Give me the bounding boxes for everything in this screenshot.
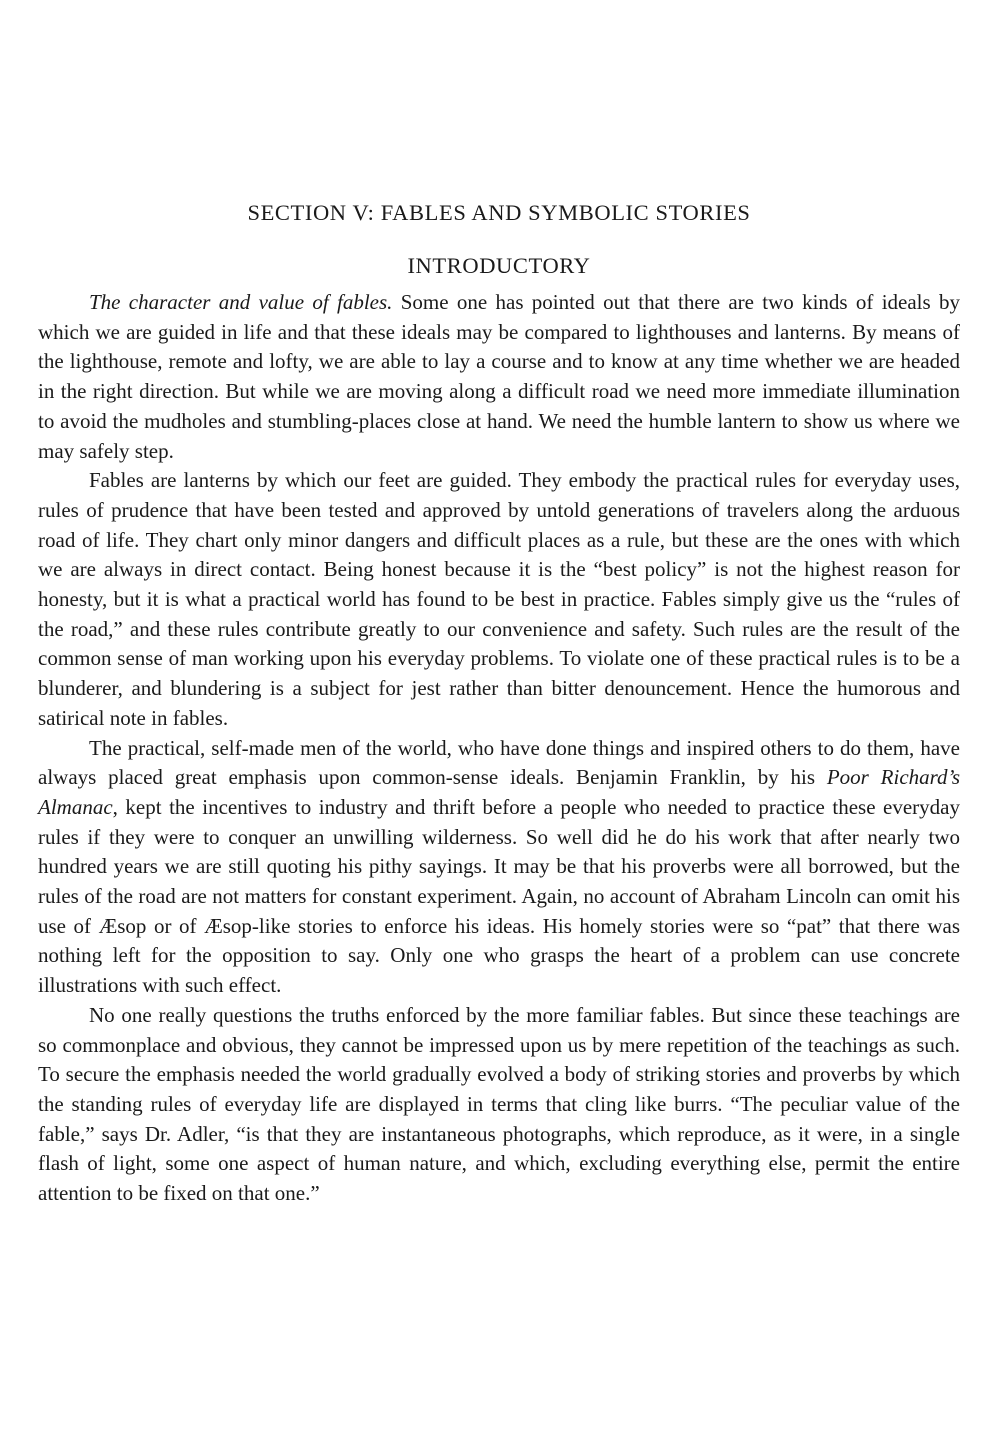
body-text: [38, 288, 960, 1209]
paragraph-3-pre: The practical, self-made men of the world, who have done things and inspired others to do them, have always placed great emphasis upon common-sense ideals. Benjamin Franklin, by his: [38, 735, 960, 790]
paragraph-3: [38, 734, 960, 1001]
almanac-title: Poor Richard’s Almanac: [38, 765, 960, 819]
paragraph-1: [38, 288, 960, 466]
paragraph-2: Fables are lanterns by which our feet are guided. They embody the practical rules for everyday uses, rules of prudence that have been tested and approved by untold generations of travelers along the arduous road of life. They chart only minor dangers and difficult places as a rule, but these are the ones with which we are always in direct contact. Being honest because it is the “best policy” is not the highest reason for honesty, but it is what a practical world has found to be best in practice. Fables simply give us the “rules of the road,” and these rules contribute greatly to our convenience and safety. Such rules are the result of the common sense of man working upon his everyday problems. To violate one of these practical rules is to be a blunderer, and blundering is a subject for jest rather than bitter denouncement. Hence the humorous and satirical note in fables.: [38, 468, 960, 730]
paragraph-1-lead: The character and value of fables.: [89, 290, 393, 314]
paragraph-1-text: Some one has pointed out that there are two kinds of ideals by which we are guided in life and that these ideals may be compared to lighthouses and lanterns. By means of the lighthouse, remote and lofty, we are able to lay a course and to know at any time whether we are headed in the right direction. But while we are moving along a difficult road we need more immediate illumination to avoid the mudholes and stumbling-places close at hand. We need the humble lantern to show us where we may safely step.: [38, 290, 960, 463]
paragraph-4: No one really questions the truths enforced by the more familiar fables. But since these teachings are so commonplace and obvious, they cannot be impressed upon us by mere repetition of the teachings as such. To secure the emphasis needed the world gradually evolved a body of striking stories and proverbs by which the standing rules of everyday life are displayed in terms that cling like burrs. “The peculiar value of the fable,” says Dr. Adler, “is that they are instantaneous photographs, which reproduce, as it were, in a single flash of light, some one aspect of human nature, and which, excluding everything else, permit the entire attention to be fixed on that one.”: [38, 1002, 960, 1206]
section-title: SECTION V: FABLES AND SYMBOLIC STORIES: [247, 200, 751, 225]
subsection-title: INTRODUCTORY: [407, 253, 591, 278]
paragraph-3-post: , kept the incentives to industry and thrift before a people who needed to practice these everyday rules if they were to conquer an unwilling wilderness. So well did he do his work that after nearly two hundred years we are still quoting his pithy sayings. It may be that his proverbs were all borrowed, but the rules of the road are not matters for constant experiment. Again, no account of Abraham Lincoln can omit his use of Æsop or of Æsop-like stories to enforce his ideas. His homely stories were so “pat” that there was nothing left for the opposition to say. Only one who grasps the heart of a problem can use concrete illustrations with such effect.: [38, 794, 960, 998]
